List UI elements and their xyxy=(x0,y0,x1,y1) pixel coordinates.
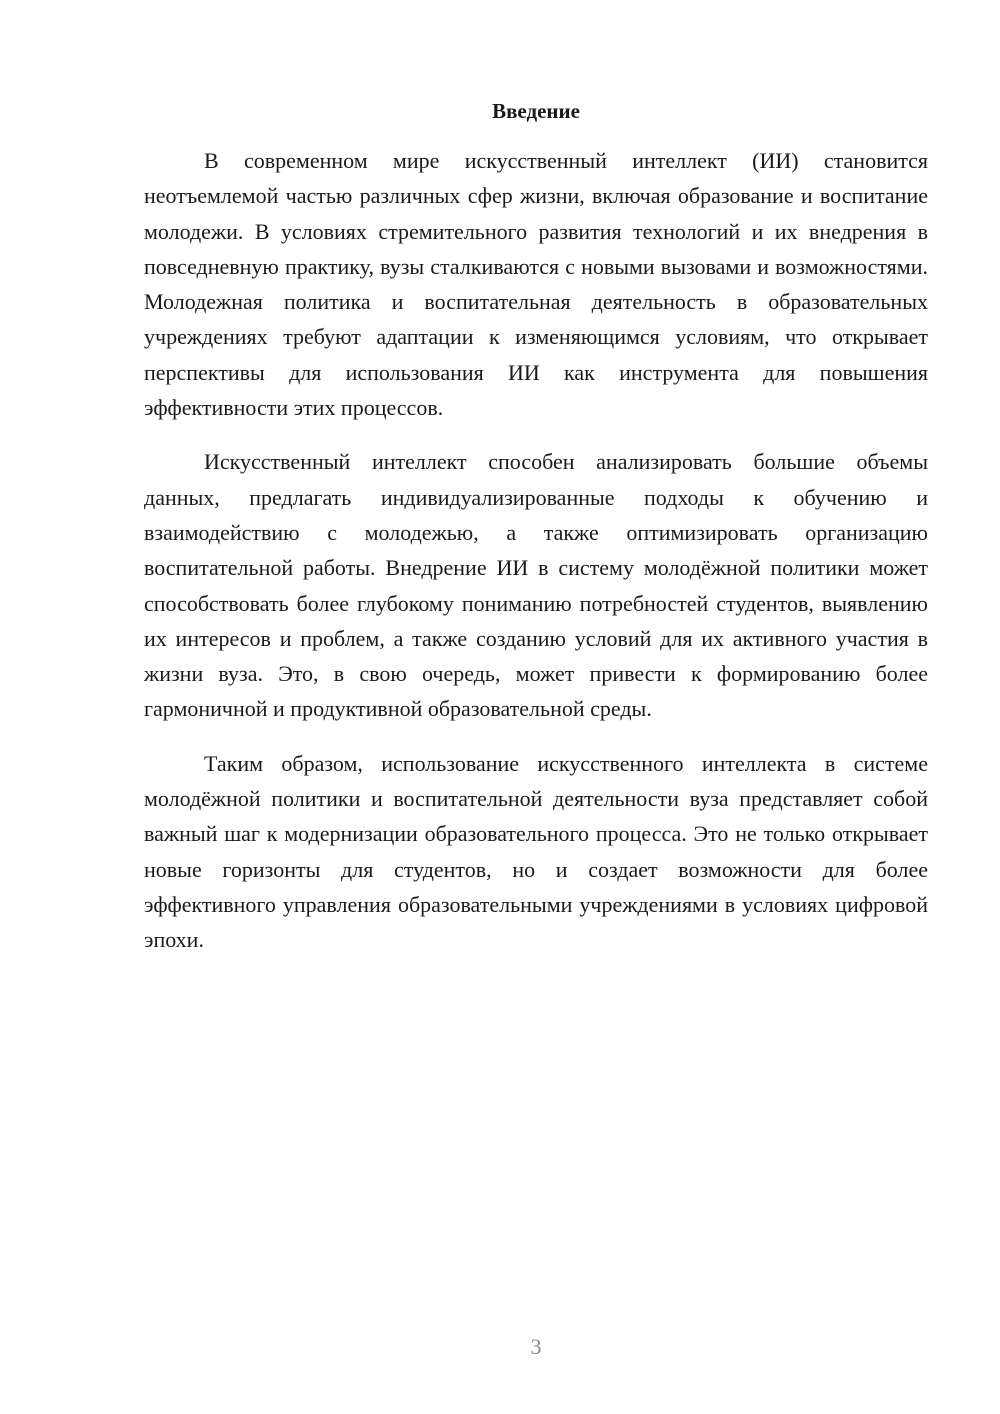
paragraph-2: Искусственный интеллект способен анализировать большие объемы данных, предлагать индивидуализированные подходы к обучению и взаимодействию с молодежью, а также оптимизировать организацию воспитательной работы. Внедрение ИИ в систему молодёжной политики может способствовать более глубокому пониманию потребностей студентов, выявлению их интересов и проблем, а также созданию условий для их активного участия в жизни вуза. Это, в свою очередь, может привести к формированию более гармоничной и продуктивной образовательной среды. xyxy=(144,449,928,722)
body-text xyxy=(144,143,928,958)
page-number: 3 xyxy=(530,1334,542,1359)
paragraph-1: В современном мире искусственный интеллект (ИИ) становится неотъемлемой частью различных сфер жизни, включая образование и воспитание молодежи. В условиях стремительного развития технологий и их внедрения в повседневную практику, вузы сталкиваются с новыми вызовами и возможностями. Молодежная политика и воспитательная деятельность в образовательных учреждениях требуют адаптации к изменяющимся условиям, что открывает перспективы для использования ИИ как инструмента для повышения эффективности этих процессов. xyxy=(144,148,928,421)
section-heading: Введение xyxy=(492,99,580,123)
paragraph-3: Таким образом, использование искусственного интеллекта в системе молодёжной политики и воспитательной деятельности вуза представляет собой важный шаг к модернизации образовательного процесса. Это не только открывает новые горизонты для студентов, но и создает возможности для более эффективного управления образовательными учреждениями в условиях цифровой эпохи. xyxy=(144,750,928,953)
